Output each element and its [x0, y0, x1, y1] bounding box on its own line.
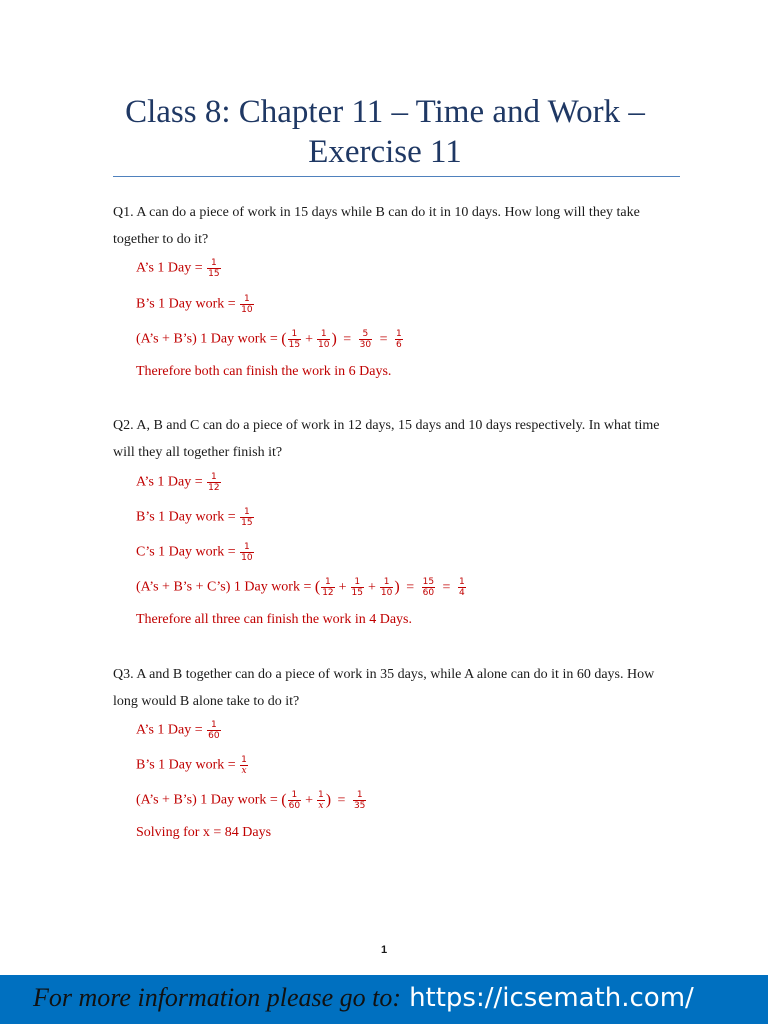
footer-banner [0, 975, 768, 1024]
q1-combined-rate: (A’s + B’s) 1 Day work = ( $\frac{1}{15}$ + $\frac{1}{10}$ ) = $\frac{5}{30}$ = $\frac{1}{6}$ [136, 329, 402, 350]
denominator: 60 [288, 801, 301, 811]
fraction [240, 542, 253, 563]
numerator: 1 [317, 790, 324, 800]
denominator: 15 [208, 269, 220, 279]
numerator: 1 [207, 720, 220, 731]
numerator: 1 [321, 577, 334, 588]
footer-link[interactable]: https://icsemath.com/ [409, 983, 694, 1013]
fraction [351, 577, 364, 598]
fraction [321, 577, 334, 598]
q1-a-rate [136, 258, 222, 279]
fraction [240, 755, 248, 776]
q3-conclusion: Solving for x = 84 Days [136, 825, 272, 840]
q3-a-label: A’s 1 Day = [136, 722, 203, 738]
q2-a-rate [136, 472, 222, 493]
numerator: 1 [240, 542, 253, 553]
numerator: 1 [288, 329, 301, 340]
denominator: x [241, 766, 247, 776]
numerator: 1 [288, 790, 301, 801]
denominator: 10 [241, 553, 253, 563]
numerator: 1 [207, 258, 220, 269]
q1-conclusion: Therefore both can finish the work in 6 Days. [136, 364, 392, 379]
footer-label: For more information please go to: [33, 983, 402, 1012]
fraction [240, 507, 253, 528]
numerator: 1 [396, 329, 402, 339]
fraction [207, 720, 220, 741]
denominator: 10 [241, 305, 253, 315]
fraction [422, 577, 435, 598]
q1-a-label: A’s 1 Day = [136, 260, 203, 276]
question-3: Q3. A and B together can do a piece of work in 35 days, while A alone can do it in 60 days. How long would B alone take to do it? [113, 667, 655, 709]
numerator: 15 [422, 577, 435, 587]
numerator: 1 [351, 577, 364, 588]
denominator: 6 [396, 340, 402, 350]
numerator: 1 [458, 577, 465, 587]
fraction [395, 329, 403, 350]
q3-b-label: B’s 1 Day work = [136, 757, 236, 773]
question-2: Q2. A, B and C can do a piece of work in 12 days, 15 days and 10 days respectively. In what time will they all together finish it? [113, 418, 660, 460]
q1-combined-label: (A’s + B’s) 1 Day work = [136, 331, 278, 347]
footer-text [33, 983, 694, 1013]
q2-b-label: B’s 1 Day work = [136, 509, 236, 525]
denominator: 4 [458, 588, 465, 598]
fraction [240, 294, 253, 315]
numerator: 1 [240, 507, 253, 518]
q2-c-label: C’s 1 Day work = [136, 544, 236, 560]
denominator: 15 [288, 340, 301, 350]
title-divider [113, 176, 680, 177]
denominator: 12 [322, 588, 334, 598]
denominator: x [318, 801, 324, 811]
fraction [458, 577, 466, 598]
page-number: 1 [380, 944, 388, 956]
denominator: 30 [359, 340, 372, 350]
fraction [207, 258, 220, 279]
q3-b-rate [136, 755, 249, 776]
denominator: 15 [241, 518, 253, 528]
q1-b-label: B’s 1 Day work = [136, 296, 236, 312]
denominator: 10 [317, 340, 330, 350]
denominator: 10 [380, 588, 393, 598]
q2-combined-rate: (A’s + B’s + C’s) 1 Day work = ( $\frac{1}{12}$ + $\frac{1}{15}$ + $\frac{1}{10}$ ) = $\frac{15}{60}$ = $\frac{1}{4}$ [136, 577, 465, 598]
denominator: 60 [208, 731, 220, 741]
q2-a-label: A’s 1 Day = [136, 474, 203, 490]
fraction [380, 577, 393, 598]
fraction [288, 790, 301, 811]
numerator: 1 [353, 790, 366, 801]
numerator: 1 [317, 329, 330, 340]
q2-combined-label: (A’s + B’s + C’s) 1 Day work = [136, 579, 312, 595]
q1-b-rate [136, 294, 255, 315]
fraction [207, 472, 220, 493]
numerator: 1 [380, 577, 393, 588]
numerator: 1 [241, 755, 247, 765]
numerator: 5 [359, 329, 372, 340]
q3-combined-label: (A’s + B’s) 1 Day work = [136, 792, 278, 808]
fraction [317, 790, 325, 811]
denominator: 60 [422, 588, 435, 598]
q3-combined-rate: (A’s + B’s) 1 Day work = ( $\frac{1}{60}$ + $\frac{1}{x}$ ) = $\frac{1}{35}$ [136, 790, 366, 811]
question-1: Q1. A can do a piece of work in 15 days while B can do it in 10 days. How long will they take together to do it? [113, 205, 640, 247]
page-title: Class 8: Chapter 11 – Time and Work – Exercise 11 [125, 94, 645, 170]
fraction [317, 329, 330, 350]
denominator: 15 [351, 588, 363, 598]
fraction [359, 329, 372, 350]
denominator: 35 [353, 801, 366, 811]
numerator: 1 [240, 294, 253, 305]
denominator: 12 [208, 483, 220, 493]
fraction [353, 790, 366, 811]
q3-a-rate [136, 720, 222, 741]
numerator: 1 [207, 472, 220, 483]
q2-b-rate [136, 507, 255, 528]
q2-conclusion: Therefore all three can finish the work in 4 Days. [136, 612, 413, 627]
fraction [288, 329, 301, 350]
q2-c-rate [136, 542, 255, 563]
